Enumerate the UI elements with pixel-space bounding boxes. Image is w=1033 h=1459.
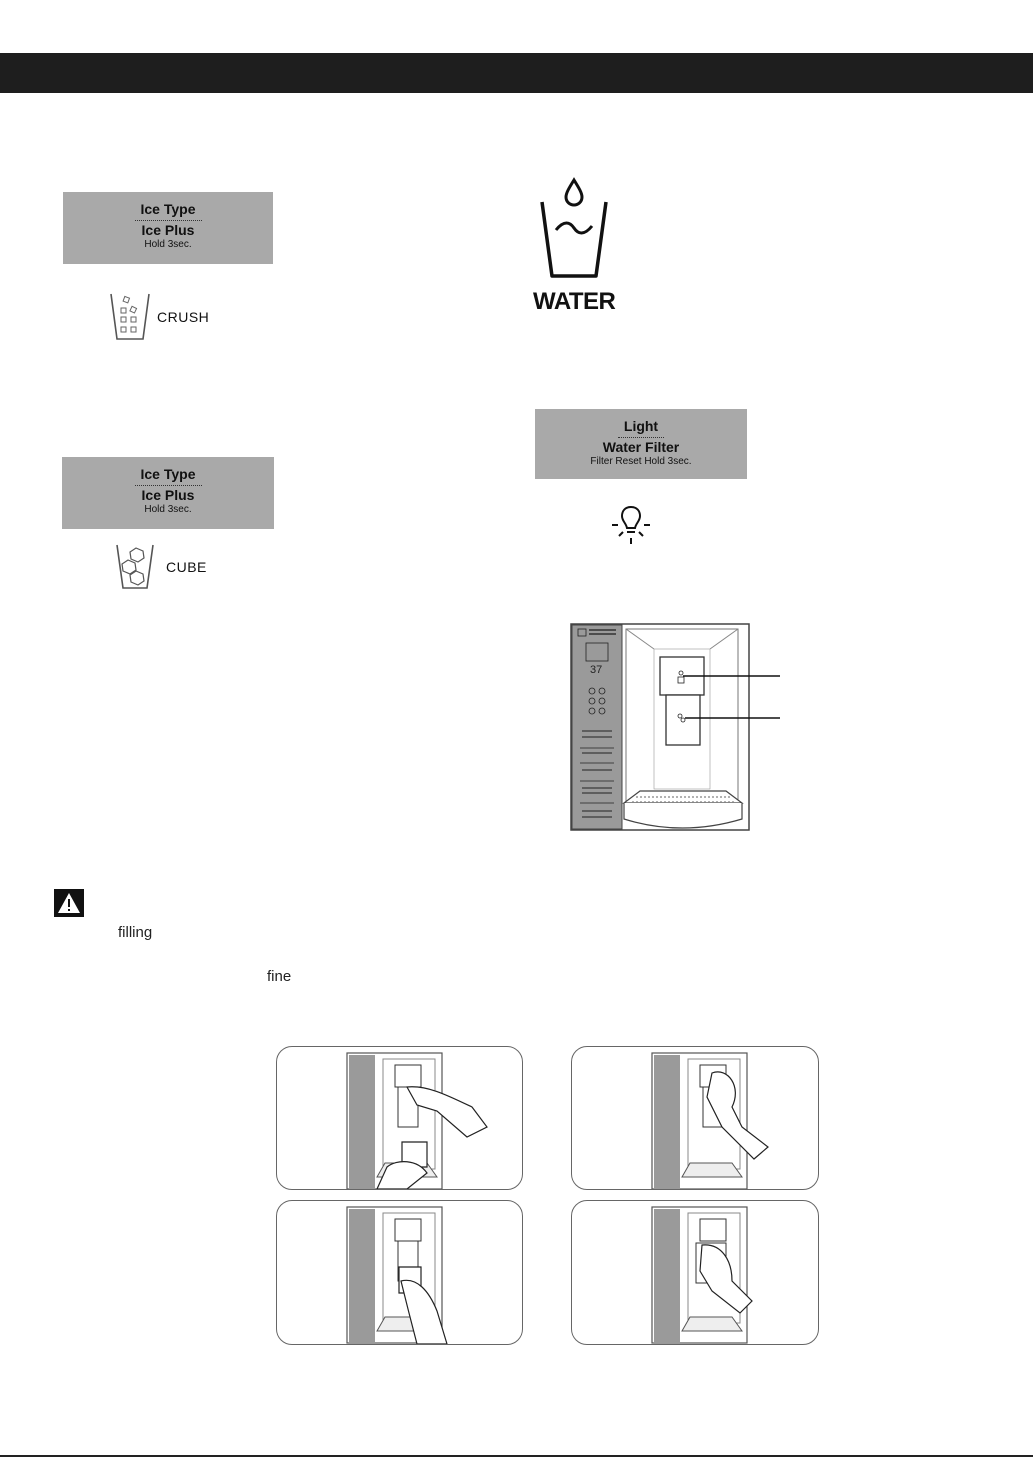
- crush-ice-icon: [106, 291, 154, 343]
- illustration-press-ice-paddle: [276, 1046, 523, 1190]
- panel-line3: Hold 3sec.: [144, 504, 192, 515]
- panel-line1: Light: [618, 417, 664, 438]
- panel-line2: Ice Plus: [141, 222, 195, 238]
- light-filter-panel: [535, 409, 747, 479]
- water-label: WATER: [533, 288, 616, 315]
- crush-label: CRUSH: [157, 309, 210, 325]
- panel-line3: Filter Reset Hold 3sec.: [590, 456, 692, 467]
- illustration-push-water-paddle: [571, 1200, 819, 1345]
- caution-word-filling: filling: [118, 924, 153, 941]
- panel-line2: Water Filter: [602, 439, 680, 455]
- panel-line2: Ice Plus: [141, 487, 195, 503]
- panel-line3: Hold 3sec.: [144, 239, 192, 250]
- illustration-cup-under-dispenser: [276, 1200, 523, 1345]
- ice-type-panel-cube: [62, 457, 274, 529]
- footer-rule: [0, 1455, 1033, 1457]
- panel-line1: Ice Type: [135, 465, 202, 486]
- caution-word-fine: fine: [267, 968, 292, 985]
- panel-line1: Ice Type: [135, 200, 202, 221]
- dispenser-diagram: [570, 623, 785, 833]
- illustration-hold-cup-ice: [571, 1046, 819, 1190]
- cube-ice-icon: [114, 542, 158, 592]
- cube-label: CUBE: [166, 559, 207, 575]
- water-cup-icon: [536, 176, 612, 280]
- header-bar: [0, 53, 1033, 93]
- ice-type-panel-crush: [63, 192, 273, 264]
- warning-icon: [54, 889, 84, 917]
- light-bulb-icon: [610, 503, 652, 547]
- svg-text:37: 37: [590, 664, 603, 676]
